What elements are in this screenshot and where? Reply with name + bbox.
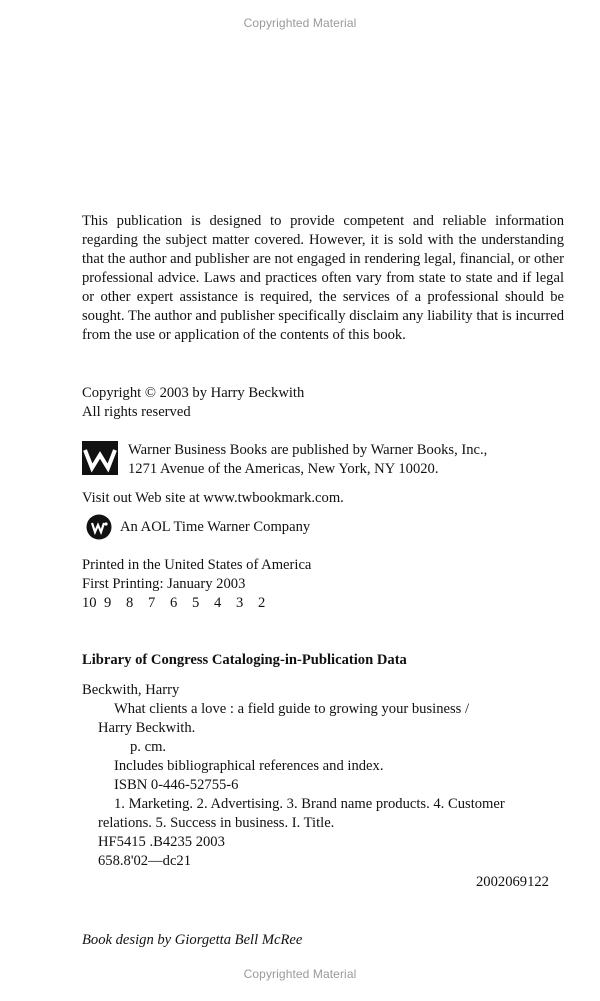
print-number: 4 [214, 595, 222, 611]
copyright-watermark-bottom: Copyrighted Material [243, 967, 357, 981]
warner-books-logo [82, 441, 118, 475]
cip-heading: Library of Congress Cataloging-in-Publication Data [82, 652, 407, 668]
publisher-line-1: Warner Business Books are published by Warner Books, Inc., [128, 442, 488, 458]
print-run-numbers [82, 594, 280, 613]
print-number: 10 [82, 595, 97, 611]
publisher-address: 1271 Avenue of the Americas, New York, NY 10020. [128, 461, 439, 477]
cip-subjects-line-1: 1. Marketing. 2. Advertising. 3. Brand name products. 4. Customer [114, 796, 505, 812]
aol-time-warner-logo [86, 514, 112, 540]
print-number: 7 [148, 595, 156, 611]
cip-pages: p. cm. [130, 739, 167, 755]
cip-subjects-line-2: relations. 5. Success in business. I. Title. [98, 815, 335, 831]
cip-title-line-1: What clients a love : a field guide to growing your business / [114, 701, 470, 717]
cip-isbn: ISBN 0-446-52755-6 [114, 777, 239, 793]
cip-dewey: 658.8'02—dc21 [98, 853, 192, 869]
rights-reserved-line: All rights reserved [82, 404, 191, 420]
cip-title-line-2: Harry Beckwith. [98, 720, 196, 736]
print-number: 8 [126, 595, 134, 611]
print-number: 6 [170, 595, 178, 611]
printed-in-line: Printed in the United States of America [82, 557, 312, 573]
cip-includes: Includes bibliographical references and index. [114, 758, 384, 774]
book-design-credit: Book design by Giorgetta Bell McRee [82, 932, 303, 948]
copyright-line: Copyright © 2003 by Harry Beckwith [82, 385, 305, 401]
print-number: 2 [258, 595, 266, 611]
print-number: 9 [104, 595, 112, 611]
website-line: Visit out Web site at www.twbookmark.com. [82, 490, 344, 506]
cip-lccn: 2002069122 [476, 874, 549, 890]
cip-call-number: HF5415 .B4235 2003 [98, 834, 225, 850]
cip-author: Beckwith, Harry [82, 682, 180, 698]
copyright-watermark-top: Copyrighted Material [243, 16, 357, 30]
print-number: 3 [236, 595, 244, 611]
disclaimer-paragraph: This publication is designed to provide competent and reliable information regarding the subject matter covered. However, it is sold with the understanding that the author and publisher are not engaged in rendering legal, financial, or other professional advice. Laws and practices often vary from state to state and if legal or other expert assistance is required, the services of a professional should be sought. The author and publisher specifically disclaim any liability that is incurred from the use or application of the contents of this book. [82, 213, 564, 343]
print-number: 5 [192, 595, 200, 611]
first-printing-line: First Printing: January 2003 [82, 576, 246, 592]
aol-company-line: An AOL Time Warner Company [120, 519, 311, 535]
